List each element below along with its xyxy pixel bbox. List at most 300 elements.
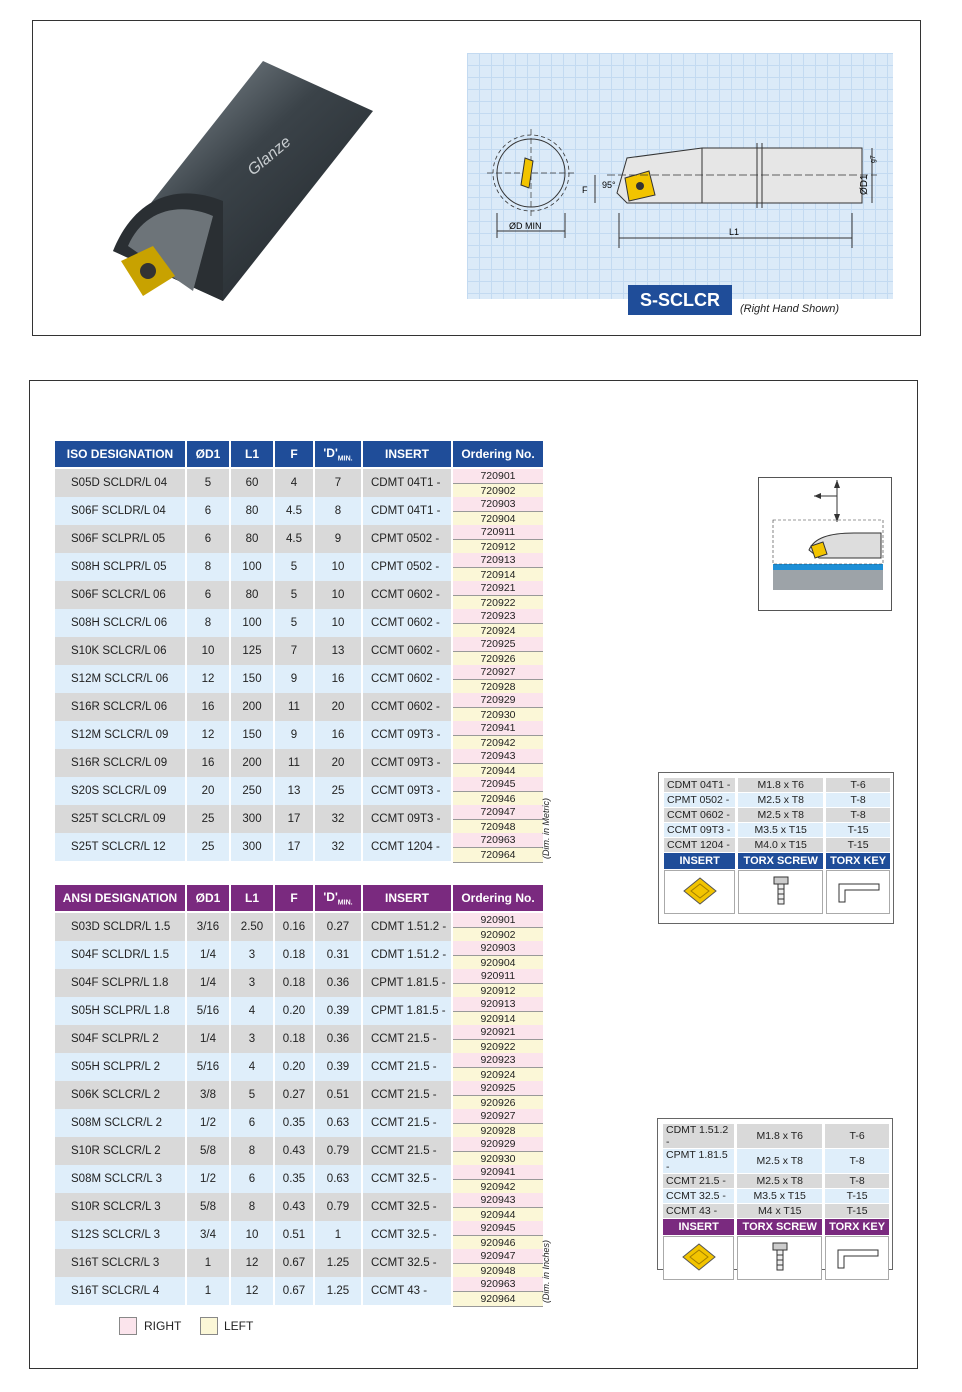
dmin-cell: 1.25 (315, 1277, 361, 1305)
designation-cell: S16R SCLCR/L 09 (55, 749, 185, 777)
ordering-cell (453, 941, 543, 969)
d1-cell: 5/16 (187, 1053, 229, 1081)
ordering-right: 720947 (453, 805, 543, 820)
torx-screw: M2.5 x T8 (738, 808, 823, 822)
iso-header-dmin (315, 441, 361, 469)
designation-cell: S20S SCLCR/L 09 (55, 777, 185, 805)
dmin-cell: 0.31 (315, 941, 361, 969)
l1-cell: 300 (231, 805, 273, 833)
d1-cell: 10 (187, 637, 229, 665)
d1-cell: 16 (187, 749, 229, 777)
torx-metric-body (664, 778, 890, 852)
torx-screw: M2.5 x T8 (737, 1174, 822, 1188)
l1-cell: 4 (231, 997, 273, 1025)
ordering-right: 920923 (453, 1053, 543, 1068)
insert-cell: CCMT 32.5 - (363, 1221, 451, 1249)
torx-row (664, 778, 890, 792)
l1-cell: 4 (231, 1053, 273, 1081)
torx-inch-box (657, 1118, 893, 1270)
f-cell: 11 (275, 693, 313, 721)
designation-cell: S25T SCLCR/L 09 (55, 805, 185, 833)
f-cell: 0.20 (275, 1053, 313, 1081)
torx-insert: CCMT 09T3 - (664, 823, 735, 837)
ansi-header-d: 'D' (323, 889, 338, 904)
ordering-right: 720943 (453, 749, 543, 764)
designation-cell: S05H SCLPR/L 2 (55, 1053, 185, 1081)
designation-cell: S12M SCLCR/L 06 (55, 665, 185, 693)
ordering-left: 920964 (453, 1292, 543, 1307)
ordering-right: 920921 (453, 1025, 543, 1040)
torx-inch-insert-cell (663, 1236, 734, 1280)
designation-cell: S06F SCLDR/L 04 (55, 497, 185, 525)
designation-cell: S08H SCLCR/L 06 (55, 609, 185, 637)
iso-header-l1: L1 (231, 441, 273, 469)
dmin-cell: 1.25 (315, 1249, 361, 1277)
ordering-cell (453, 1193, 543, 1221)
d1-cell: 1/2 (187, 1109, 229, 1137)
designation-cell: S05H SCLPR/L 1.8 (55, 997, 185, 1025)
insert-cell: CCMT 0602 - (363, 609, 451, 637)
ansi-header-dmin (315, 885, 361, 913)
l1-cell: 300 (231, 833, 273, 861)
f-cell: 5 (275, 581, 313, 609)
table-row (55, 1193, 543, 1221)
ordering-right: 920913 (453, 997, 543, 1012)
insert-cell: CCMT 0602 - (363, 665, 451, 693)
dmin-cell: 20 (315, 749, 361, 777)
torx-key: T-15 (826, 823, 890, 837)
iso-table-body (55, 469, 543, 861)
insert-cell: CPMT 0502 - (363, 525, 451, 553)
ordering-left: 920942 (453, 1180, 543, 1195)
f-cell: 4 (275, 469, 313, 497)
ansi-header-d-sub: MIN. (337, 899, 353, 907)
ordering-right: 920925 (453, 1081, 543, 1096)
ordering-cell (453, 609, 543, 637)
d1-cell: 1/4 (187, 969, 229, 997)
table-row (55, 997, 543, 1025)
ordering-left: 920922 (453, 1040, 543, 1055)
torx-insert: CPMT 0502 - (664, 793, 735, 807)
insert-cell: CCMT 1204 - (363, 833, 451, 861)
torx-screw-icon (765, 1239, 795, 1275)
ordering-right: 920947 (453, 1249, 543, 1264)
designation-cell: S12S SCLCR/L 3 (55, 1221, 185, 1249)
dmin-cell: 0.79 (315, 1137, 361, 1165)
l1-cell: 80 (231, 497, 273, 525)
torx-inch-screw-cell (737, 1236, 822, 1280)
insert-cell: CCMT 0602 - (363, 581, 451, 609)
designation-cell: S05D SCLDR/L 04 (55, 469, 185, 497)
ordering-cell (453, 997, 543, 1025)
iso-header-d-sub: MIN. (337, 455, 353, 463)
d1-cell: 25 (187, 833, 229, 861)
ordering-left: 720946 (453, 792, 543, 807)
ordering-cell (453, 1165, 543, 1193)
iso-header-ordering: Ordering No. (453, 441, 543, 469)
ordering-left: 720924 (453, 624, 543, 639)
insert-cell: CDMT 04T1 - (363, 469, 451, 497)
d1-cell: 1/4 (187, 941, 229, 969)
f-cell: 17 (275, 833, 313, 861)
f-cell: 13 (275, 777, 313, 805)
ordering-right: 720925 (453, 637, 543, 652)
ordering-left: 720914 (453, 568, 543, 583)
ordering-left: 920912 (453, 984, 543, 999)
insert-cell: CCMT 43 - (363, 1277, 451, 1305)
f-cell: 9 (275, 721, 313, 749)
torx-row (663, 1149, 889, 1173)
ordering-left: 720948 (453, 820, 543, 835)
d1-cell: 25 (187, 805, 229, 833)
d1-cell: 1 (187, 1277, 229, 1305)
dmin-cell: 8 (315, 497, 361, 525)
ordering-right: 920911 (453, 969, 543, 984)
brand-engraving: Glanze (244, 133, 295, 180)
torx-row (663, 1124, 889, 1148)
ordering-cell (453, 805, 543, 833)
torx-inch-header-insert: INSERT (663, 1219, 734, 1235)
dim-d-min: ØD MIN (509, 221, 542, 231)
l1-cell: 125 (231, 637, 273, 665)
model-note: (Right Hand Shown) (740, 303, 840, 315)
ordering-cell (453, 1277, 543, 1305)
ansi-header-l1: L1 (231, 885, 273, 913)
ordering-left: 920946 (453, 1236, 543, 1251)
f-cell: 0.43 (275, 1193, 313, 1221)
table-row (55, 749, 543, 777)
ordering-cell (453, 1137, 543, 1165)
designation-cell: S04F SCLDR/L 1.5 (55, 941, 185, 969)
ordering-cell (453, 581, 543, 609)
legend-right-label: RIGHT (144, 1319, 182, 1333)
f-cell: 0.67 (275, 1277, 313, 1305)
ordering-left: 920926 (453, 1096, 543, 1111)
d1-cell: 8 (187, 553, 229, 581)
ordering-cell (453, 525, 543, 553)
torx-screw: M1.8 x T6 (738, 778, 823, 792)
ordering-left: 720904 (453, 512, 543, 527)
table-row (55, 1109, 543, 1137)
torx-insert: CDMT 04T1 - (664, 778, 735, 792)
torx-key: T-6 (826, 778, 890, 792)
d1-cell: 5/16 (187, 997, 229, 1025)
designation-cell: S06F SCLCR/L 06 (55, 581, 185, 609)
dmin-cell: 0.39 (315, 997, 361, 1025)
torx-screw: M3.5 x T15 (737, 1189, 822, 1203)
l1-cell: 2.50 (231, 913, 273, 941)
l1-cell: 100 (231, 553, 273, 581)
iso-header-d: 'D' (323, 445, 338, 460)
dmin-cell: 32 (315, 805, 361, 833)
insert-cell: CCMT 0602 - (363, 637, 451, 665)
l1-cell: 60 (231, 469, 273, 497)
table-row (55, 525, 543, 553)
torx-insert: CCMT 0602 - (664, 808, 735, 822)
insert-cell: CCMT 0602 - (363, 693, 451, 721)
insert-cell: CDMT 1.51.2 - (363, 913, 451, 941)
table-row (55, 833, 543, 861)
ansi-header-d1: ØD1 (187, 885, 229, 913)
l1-cell: 80 (231, 581, 273, 609)
designation-cell: S04F SCLPR/L 1.8 (55, 969, 185, 997)
l1-cell: 12 (231, 1249, 273, 1277)
ordering-right: 920903 (453, 941, 543, 956)
d1-cell: 3/8 (187, 1081, 229, 1109)
f-cell: 4.5 (275, 525, 313, 553)
designation-cell: S25T SCLCR/L 12 (55, 833, 185, 861)
dmin-cell: 9 (315, 525, 361, 553)
d1-cell: 12 (187, 721, 229, 749)
ordering-cell (453, 1221, 543, 1249)
ordering-right: 720923 (453, 609, 543, 624)
ordering-left: 920928 (453, 1124, 543, 1139)
torx-inch-body (663, 1124, 889, 1218)
f-cell: 17 (275, 805, 313, 833)
product-header-panel (32, 20, 921, 336)
torx-key: T-15 (826, 838, 890, 852)
insert-cell: CCMT 32.5 - (363, 1193, 451, 1221)
torx-insert: CCMT 1204 - (664, 838, 735, 852)
ordering-right: 920943 (453, 1193, 543, 1208)
ordering-left: 720964 (453, 848, 543, 863)
ordering-right: 720903 (453, 497, 543, 512)
f-cell: 0.67 (275, 1249, 313, 1277)
l1-cell: 250 (231, 777, 273, 805)
l1-cell: 8 (231, 1193, 273, 1221)
ordering-left: 720944 (453, 764, 543, 779)
torx-inch-key-cell (825, 1236, 889, 1280)
ordering-cell (453, 969, 543, 997)
designation-cell: S10R SCLCR/L 2 (55, 1137, 185, 1165)
insert-cell: CCMT 32.5 - (363, 1249, 451, 1277)
l1-cell: 200 (231, 749, 273, 777)
torx-screw-icon (766, 873, 796, 909)
tool-holder-photo (73, 51, 393, 331)
legend-left-swatch (200, 1317, 218, 1335)
torx-insert: CDMT 1.51.2 - (663, 1124, 734, 1148)
ansi-dim-note: (Dim. in Inches) (541, 1239, 551, 1303)
torx-key: T-6 (825, 1124, 889, 1148)
designation-cell: S06F SCLPR/L 05 (55, 525, 185, 553)
table-row (55, 969, 543, 997)
torx-row (663, 1204, 889, 1218)
ordering-left: 720930 (453, 708, 543, 723)
ordering-right: 920901 (453, 913, 543, 928)
table-row (55, 1081, 543, 1109)
ansi-table-body (55, 913, 543, 1305)
ordering-right: 720963 (453, 833, 543, 848)
f-cell: 0.43 (275, 1137, 313, 1165)
l1-cell: 5 (231, 1081, 273, 1109)
torx-metric-key-cell (826, 870, 890, 914)
dmin-cell: 0.63 (315, 1165, 361, 1193)
boring-application-diagram (758, 477, 892, 611)
ordering-cell (453, 665, 543, 693)
insert-cell: CCMT 09T3 - (363, 721, 451, 749)
torx-insert: CCMT 43 - (663, 1204, 734, 1218)
dmin-cell: 16 (315, 665, 361, 693)
f-cell: 0.18 (275, 969, 313, 997)
torx-key: T-15 (825, 1204, 889, 1218)
table-row (55, 1137, 543, 1165)
ordering-left: 920914 (453, 1012, 543, 1027)
f-cell: 7 (275, 637, 313, 665)
iso-dim-note: (Dim. in Metric) (541, 798, 551, 859)
torx-row (663, 1189, 889, 1203)
table-row (55, 497, 543, 525)
table-row (55, 1221, 543, 1249)
torx-screw: M2.5 x T8 (737, 1149, 822, 1173)
l1-cell: 100 (231, 609, 273, 637)
iso-header-insert: INSERT (363, 441, 451, 469)
table-row (55, 609, 543, 637)
d1-cell: 5/8 (187, 1193, 229, 1221)
ordering-left: 720942 (453, 736, 543, 751)
dmin-cell: 10 (315, 553, 361, 581)
ordering-cell (453, 777, 543, 805)
dmin-cell: 13 (315, 637, 361, 665)
table-row (55, 805, 543, 833)
table-row (55, 693, 543, 721)
designation-cell: S10K SCLCR/L 06 (55, 637, 185, 665)
ordering-right: 720941 (453, 721, 543, 736)
dmin-cell: 0.27 (315, 913, 361, 941)
dmin-cell: 0.51 (315, 1081, 361, 1109)
torx-screw: M2.5 x T8 (738, 793, 823, 807)
designation-cell: S08M SCLCR/L 2 (55, 1109, 185, 1137)
insert-cell: CPMT 1.81.5 - (363, 969, 451, 997)
torx-key: T-8 (826, 793, 890, 807)
d1-cell: 8 (187, 609, 229, 637)
torx-metric-screw-cell (738, 870, 823, 914)
torx-screw: M4.0 x T15 (738, 838, 823, 852)
l1-cell: 150 (231, 665, 273, 693)
dmin-cell: 0.36 (315, 969, 361, 997)
designation-cell: S12M SCLCR/L 09 (55, 721, 185, 749)
l1-cell: 3 (231, 1025, 273, 1053)
d1-cell: 5/8 (187, 1137, 229, 1165)
insert-cell: CCMT 09T3 - (363, 805, 451, 833)
f-cell: 0.18 (275, 941, 313, 969)
designation-cell: S08M SCLCR/L 3 (55, 1165, 185, 1193)
f-cell: 5 (275, 609, 313, 637)
ordering-left: 920944 (453, 1208, 543, 1223)
insert-cell: CPMT 0502 - (363, 553, 451, 581)
table-row (55, 721, 543, 749)
ordering-cell (453, 1053, 543, 1081)
ordering-left: 720928 (453, 680, 543, 695)
dmin-cell: 20 (315, 693, 361, 721)
torx-screw: M4 x T15 (737, 1204, 822, 1218)
l1-cell: 6 (231, 1165, 273, 1193)
insert-cell: CCMT 21.5 - (363, 1137, 451, 1165)
torx-inch-table (660, 1123, 892, 1281)
dim-angle: 95° (602, 180, 616, 190)
l1-cell: 200 (231, 693, 273, 721)
dmin-cell: 10 (315, 609, 361, 637)
ordering-left: 720912 (453, 540, 543, 555)
torx-metric-table (661, 777, 893, 915)
torx-metric-header-screw: TORX SCREW (738, 853, 823, 869)
torx-key: T-8 (825, 1149, 889, 1173)
ordering-cell (453, 913, 543, 941)
l1-cell: 3 (231, 969, 273, 997)
ordering-cell (453, 1249, 543, 1277)
insert-cell: CCMT 21.5 - (363, 1025, 451, 1053)
table-row (55, 637, 543, 665)
designation-cell: S16T SCLCR/L 3 (55, 1249, 185, 1277)
dim-d1: ØD1 (859, 174, 870, 195)
ordering-right: 920945 (453, 1221, 543, 1236)
ordering-right: 720945 (453, 777, 543, 792)
torx-insert: CPMT 1.81.5 - (663, 1149, 734, 1173)
torx-key: T-15 (825, 1189, 889, 1203)
torx-metric-header-insert: INSERT (664, 853, 735, 869)
ansi-designation-table (53, 885, 545, 1305)
ordering-cell (453, 833, 543, 861)
ansi-header-insert: INSERT (363, 885, 451, 913)
table-row (55, 913, 543, 941)
designation-cell: S10R SCLCR/L 3 (55, 1193, 185, 1221)
dmin-cell: 7 (315, 469, 361, 497)
ordering-cell (453, 1081, 543, 1109)
table-row (55, 1053, 543, 1081)
insert-cell: CDMT 04T1 - (363, 497, 451, 525)
torx-insert: CCMT 21.5 - (663, 1174, 734, 1188)
f-cell: 5 (275, 553, 313, 581)
ordering-cell (453, 497, 543, 525)
dmin-cell: 0.36 (315, 1025, 361, 1053)
f-cell: 4.5 (275, 497, 313, 525)
dim-l1: L1 (729, 227, 740, 237)
dim-f: F (582, 185, 588, 195)
legend-left-label: LEFT (224, 1319, 254, 1333)
technical-drawing (467, 53, 893, 299)
dmin-cell: 25 (315, 777, 361, 805)
ordering-left: 720922 (453, 596, 543, 611)
torx-row (664, 808, 890, 822)
designation-cell: S06K SCLCR/L 2 (55, 1081, 185, 1109)
d1-cell: 3/4 (187, 1221, 229, 1249)
ansi-header-ordering: Ordering No. (453, 885, 543, 913)
insert-cell: CCMT 09T3 - (363, 777, 451, 805)
ordering-right: 920929 (453, 1137, 543, 1152)
iso-designation-table (53, 441, 545, 861)
f-cell: 0.35 (275, 1165, 313, 1193)
f-cell: 9 (275, 665, 313, 693)
ordering-cell (453, 693, 543, 721)
ordering-left: 920930 (453, 1152, 543, 1167)
dmin-cell: 1 (315, 1221, 361, 1249)
dmin-cell: 0.39 (315, 1053, 361, 1081)
ordering-cell (453, 553, 543, 581)
dim-d1-sub: g7 (870, 155, 877, 163)
torx-row (664, 838, 890, 852)
torx-key: T-8 (826, 808, 890, 822)
d1-cell: 1/2 (187, 1165, 229, 1193)
iso-header-f: F (275, 441, 313, 469)
torx-metric-insert-cell (664, 870, 735, 914)
table-row (55, 469, 543, 497)
ordering-right: 720911 (453, 525, 543, 540)
torx-screw: M3.5 x T15 (738, 823, 823, 837)
d1-cell: 3/16 (187, 913, 229, 941)
torx-row (663, 1174, 889, 1188)
ordering-left: 720902 (453, 484, 543, 499)
d1-cell: 6 (187, 497, 229, 525)
dmin-cell: 10 (315, 581, 361, 609)
